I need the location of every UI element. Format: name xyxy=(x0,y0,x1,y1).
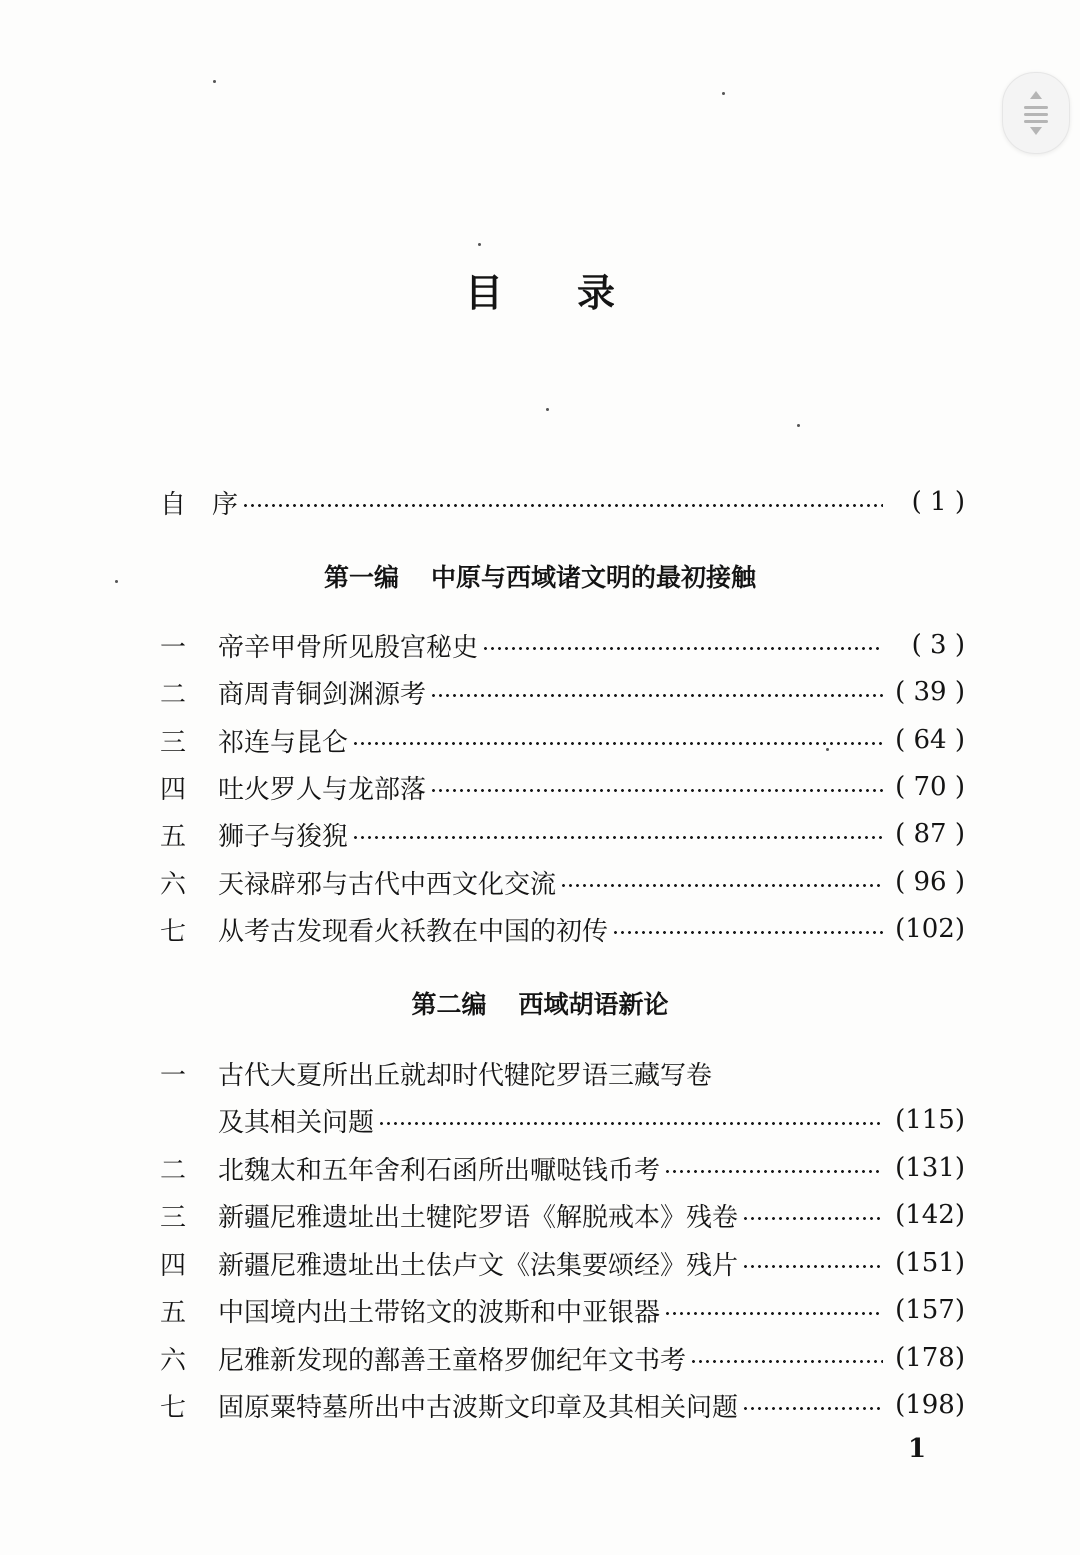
scan-speck xyxy=(213,80,216,83)
toc-entry-continuation[interactable] xyxy=(218,1100,965,1140)
entry-page: (178) xyxy=(895,1343,965,1373)
entry-title: 帝辛甲骨所见殷宫秘史 xyxy=(218,632,479,663)
toc-entry[interactable] xyxy=(160,1195,965,1235)
toc-entry[interactable] xyxy=(160,814,965,854)
entry-title-continued: 及其相关问题 xyxy=(218,1107,375,1138)
part-label: 第一编 xyxy=(323,563,399,592)
entry-number: 六 xyxy=(160,1345,187,1376)
scan-speck xyxy=(797,424,800,427)
entry-number: 七 xyxy=(160,1392,187,1423)
title-char-1: 目 xyxy=(464,270,503,315)
toc-entry[interactable] xyxy=(160,909,965,949)
entry-page: (157) xyxy=(895,1295,965,1325)
entry-title: 从考古发现看火袄教在中国的初传 xyxy=(218,916,609,947)
toc-entry[interactable] xyxy=(160,1148,965,1188)
entry-title: 自 序 xyxy=(160,489,239,520)
toc-entry[interactable] xyxy=(160,720,965,760)
leader-dots xyxy=(560,884,883,887)
entry-title: 尼雅新发现的鄯善王童格罗伽纪年文书考 xyxy=(218,1345,687,1376)
scroll-handle[interactable] xyxy=(1002,72,1070,154)
entry-number: 四 xyxy=(160,1250,187,1281)
toc-entry[interactable] xyxy=(160,672,965,712)
toc-entry[interactable] xyxy=(160,862,965,902)
entry-title: 狮子与狻猊 xyxy=(218,821,349,852)
part-name: 西域胡语新论 xyxy=(518,990,669,1019)
leader-dots xyxy=(664,1170,883,1173)
leader-dots xyxy=(742,1265,883,1268)
entry-number: 二 xyxy=(160,1155,187,1186)
entry-page: ( 3 ) xyxy=(911,630,965,660)
entry-page: ( 87 ) xyxy=(895,819,965,849)
toc-entry[interactable] xyxy=(160,767,965,807)
leader-dots xyxy=(742,1407,883,1410)
scan-speck xyxy=(722,92,725,95)
entry-number: 六 xyxy=(160,869,187,900)
leader-dots xyxy=(612,931,883,934)
part-name: 中原与西域诸文明的最初接触 xyxy=(431,563,757,592)
leader-dots xyxy=(482,647,883,650)
toc-entry[interactable] xyxy=(160,1053,965,1093)
entry-page: (151) xyxy=(895,1248,965,1278)
part-heading-2 xyxy=(0,985,1080,1021)
page-number: 1 xyxy=(908,1434,927,1464)
entry-page: ( 70 ) xyxy=(895,772,965,802)
page-title xyxy=(0,262,1080,317)
entry-number: 一 xyxy=(160,632,187,663)
entry-title: 中国境内出土带铭文的波斯和中亚银器 xyxy=(218,1297,661,1328)
entry-title: 古代大夏所出丘就却时代犍陀罗语三藏写卷 xyxy=(218,1060,713,1091)
scan-speck xyxy=(115,580,118,583)
entry-number: 七 xyxy=(160,916,187,947)
entry-page: (131) xyxy=(895,1153,965,1183)
entry-title: 北魏太和五年舍利石函所出嚈哒钱币考 xyxy=(218,1155,661,1186)
part-heading-1 xyxy=(0,558,1080,594)
entry-number: 四 xyxy=(160,774,187,805)
entry-number: 五 xyxy=(160,1297,187,1328)
toc-entry[interactable] xyxy=(160,1338,965,1378)
entry-page: ( 64 ) xyxy=(895,725,965,755)
leader-dots xyxy=(690,1360,883,1363)
entry-title: 商周青铜剑渊源考 xyxy=(218,679,427,710)
entry-title: 天禄辟邪与古代中西文化交流 xyxy=(218,869,557,900)
leader-dots xyxy=(430,789,883,792)
entry-page: ( 39 ) xyxy=(895,677,965,707)
leader-dots xyxy=(378,1122,883,1125)
entry-title: 吐火罗人与龙部落 xyxy=(218,774,427,805)
part-label: 第二编 xyxy=(411,990,487,1019)
toc-entry[interactable] xyxy=(160,625,965,665)
leader-dots xyxy=(430,694,883,697)
leader-dots xyxy=(352,742,883,745)
entry-page: (102) xyxy=(895,914,965,944)
entry-number: 二 xyxy=(160,679,187,710)
entry-number: 三 xyxy=(160,727,187,758)
entry-number: 一 xyxy=(160,1060,187,1091)
entry-page: (142) xyxy=(895,1200,965,1230)
toc-entry[interactable] xyxy=(160,1290,965,1330)
scan-speck xyxy=(478,243,481,246)
toc-entry-preface[interactable] xyxy=(160,482,965,522)
scan-speck xyxy=(546,408,549,411)
entry-title: 新疆尼雅遗址出土犍陀罗语《解脱戒本》残卷 xyxy=(218,1202,739,1233)
leader-dots xyxy=(352,836,883,839)
entry-title: 新疆尼雅遗址出土佉卢文《法集要颂经》残片 xyxy=(218,1250,739,1281)
entry-title: 固原粟特墓所出中古波斯文印章及其相关问题 xyxy=(218,1392,739,1423)
entry-page: (115) xyxy=(895,1105,965,1135)
entry-number: 三 xyxy=(160,1202,187,1233)
toc-entry[interactable] xyxy=(160,1385,965,1425)
entry-page: (198) xyxy=(895,1390,965,1420)
leader-dots xyxy=(742,1217,883,1220)
toc-entry[interactable] xyxy=(160,1243,965,1283)
scan-speck xyxy=(826,748,829,751)
entry-number: 五 xyxy=(160,821,187,852)
leader-dots xyxy=(664,1312,883,1315)
leader-dots xyxy=(242,504,883,507)
entry-page: ( 96 ) xyxy=(895,867,965,897)
entry-title: 祁连与昆仑 xyxy=(218,727,349,758)
title-char-2: 录 xyxy=(577,270,616,315)
entry-page: ( 1 ) xyxy=(911,487,965,517)
scroll-handle-icon xyxy=(1003,73,1069,153)
